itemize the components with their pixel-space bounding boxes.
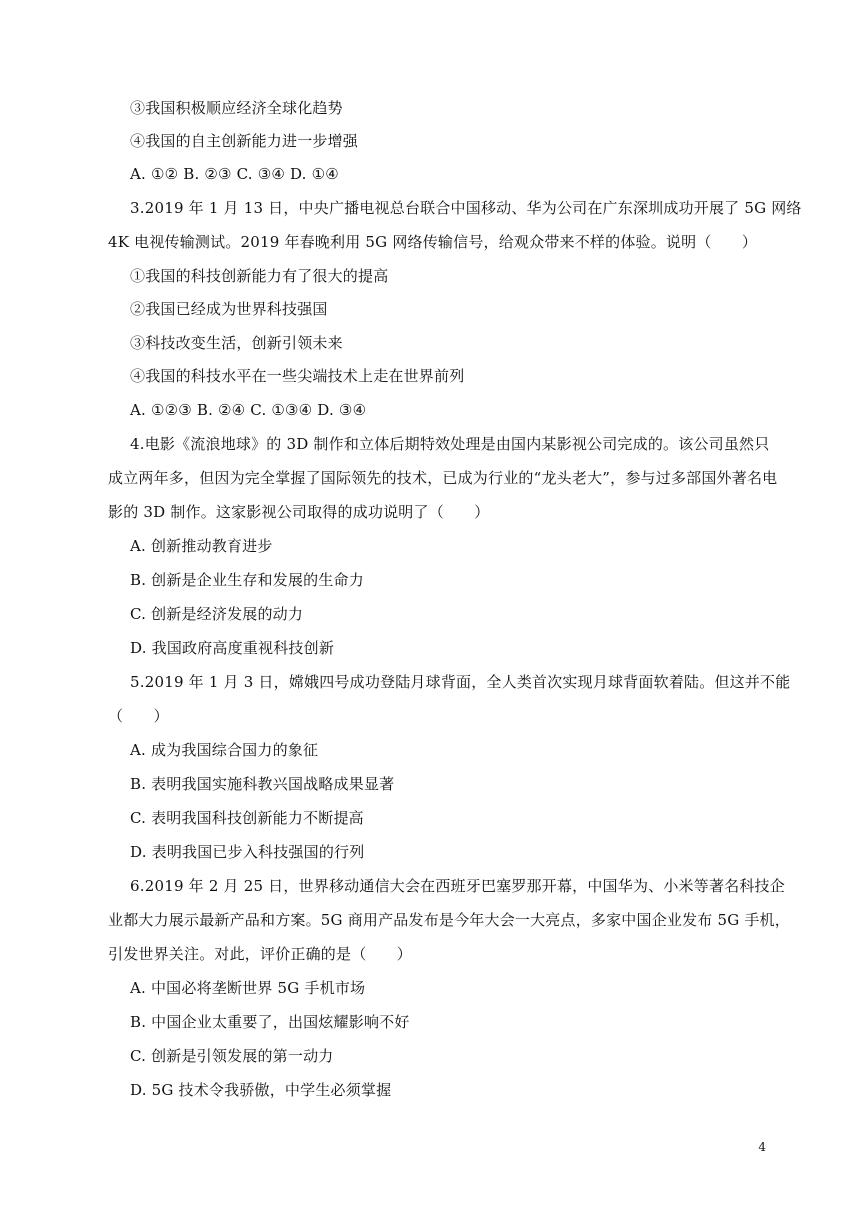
question-6-stem: 6.2019 年 2 月 25 日，世界移动通信大会在西班牙巴塞罗那开幕，中国华为、小米等著名科技企 (130, 877, 785, 895)
question-6-stem-cont: 引发世界关注。对此，评价正确的是（ ） (108, 945, 413, 963)
option-d: D. 我国政府高度重视科技创新 (130, 639, 335, 657)
option-b: B. 创新是企业生存和发展的生命力 (130, 571, 364, 589)
question-3-stem-cont: 4K 电视传输测试。2019 年春晚利用 5G 网络传输信号，给观众带来不样的体验。说明（ ） (108, 233, 758, 251)
option-a: A. 创新推动教育进步 (130, 537, 273, 555)
question-6-stem-cont: 业都大力展示最新产品和方案。5G 商用产品发布是今年大会一大亮点，多家中国企业发布 5G 手机， (108, 911, 790, 929)
option-a: A. 中国必将垄断世界 5G 手机市场 (130, 979, 366, 997)
option-c: C. 表明我国科技创新能力不断提高 (130, 809, 364, 827)
option-d: D. 5G 技术令我骄傲，中学生必须掌握 (130, 1081, 392, 1099)
question-4-stem-cont: 成立两年多，但因为完全掌握了国际领先的技术，已成为行业的“龙头老大”，参与过多部国外著名电 (108, 469, 778, 487)
answer-choices: A. ①②③ B. ②④ C. ①③④ D. ③④ (130, 401, 367, 419)
question-4-stem: 4.电影《流浪地球》的 3D 制作和立体后期特效处理是由国内某影视公司完成的。该公司虽然只 (130, 435, 770, 453)
option-line: ④我国的科技水平在一些尖端技术上走在世界前列 (130, 367, 465, 385)
option-c: C. 创新是经济发展的动力 (130, 605, 304, 623)
option-line: ②我国已经成为世界科技强国 (130, 300, 328, 318)
option-c: C. 创新是引领发展的第一动力 (130, 1047, 334, 1065)
answer-choices: A. ①② B. ②③ C. ③④ D. ①④ (130, 165, 339, 183)
question-3-stem: 3.2019 年 1 月 13 日，中央广播电视总台联合中国移动、华为公司在广东深圳成功开展了 5G 网络 (130, 199, 802, 217)
option-line: ①我国的科技创新能力有了很大的提高 (130, 267, 389, 285)
question-5-stem: 5.2019 年 1 月 3 日，嫦娥四号成功登陆月球背面，全人类首次实现月球背面软着陆。但这并不能 (130, 673, 791, 691)
page-number: 4 (758, 1140, 766, 1154)
option-line: ③科技改变生活，创新引领未来 (130, 334, 343, 352)
option-b: B. 表明我国实施科教兴国战略成果显著 (130, 775, 395, 793)
question-4-stem-cont: 影的 3D 制作。这家影视公司取得的成功说明了（ ） (108, 503, 490, 521)
option-a: A. 成为我国综合国力的象征 (130, 741, 319, 759)
option-line: ④我国的自主创新能力进一步增强 (130, 132, 359, 150)
option-b: B. 中国企业太重要了，出国炫耀影响不好 (130, 1013, 410, 1031)
option-line: ③我国积极顺应经济全球化趋势 (130, 99, 343, 117)
option-d: D. 表明我国已步入科技强国的行列 (130, 843, 365, 861)
question-5-stem-cont: （ ） (108, 707, 169, 725)
